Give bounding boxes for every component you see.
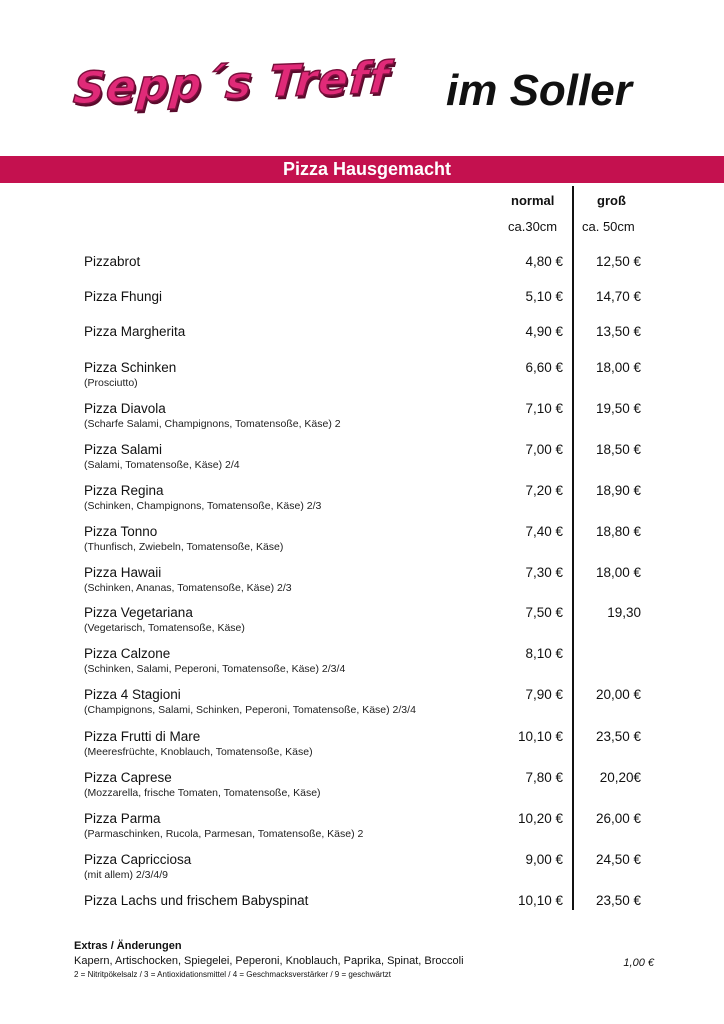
- menu-item-description: (Prosciutto): [84, 377, 138, 389]
- price-normal: 9,00 €: [525, 852, 563, 867]
- menu-item-description: (Schinken, Ananas, Tomatensoße, Käse) 2/3: [84, 582, 292, 594]
- restaurant-logo: Sepp´s Treff: [71, 52, 392, 115]
- price-gross: 18,80 €: [595, 524, 641, 539]
- menu-item-description: (Mozzarella, frische Tomaten, Tomatensoße, Käse): [84, 787, 321, 799]
- price-normal: 7,10 €: [525, 401, 563, 416]
- restaurant-subtitle: im Soller: [446, 66, 632, 115]
- price-normal: 7,30 €: [525, 565, 563, 580]
- menu-item-name: Pizza Hawaii: [84, 565, 162, 580]
- menu-item-name: Pizza Margherita: [84, 324, 186, 339]
- price-gross: 19,30: [607, 605, 641, 620]
- menu-item-description: (Parmaschinken, Rucola, Parmesan, Tomatensoße, Käse) 2: [84, 828, 364, 840]
- price-gross: 23,50 €: [595, 729, 641, 744]
- price-normal: 6,60 €: [525, 360, 563, 375]
- column-gross-size: ca. 50cm: [582, 219, 635, 234]
- menu-item-name: Pizza Caprese: [84, 770, 172, 785]
- menu-item-name: Pizza Parma: [84, 811, 161, 826]
- additives-footnote: 2 = Nitritpökelsalz / 3 = Antioxidationsmittel / 4 = Geschmacksverstärker / 9 = geschwärtzt: [74, 970, 392, 979]
- menu-item-name: Pizza Regina: [84, 483, 164, 498]
- menu-item-name: Pizza Lachs und frischem Babyspinat: [84, 893, 309, 908]
- price-normal: 4,80 €: [525, 254, 563, 269]
- menu-item-name: Pizza Salami: [84, 442, 163, 457]
- menu-item-name: Pizza Calzone: [84, 646, 171, 661]
- price-normal: 4,90 €: [525, 324, 563, 339]
- price-normal: 7,90 €: [525, 687, 563, 702]
- menu-item-name: Pizza Tonno: [84, 524, 158, 539]
- menu-item-description: (Meeresfrüchte, Knoblauch, Tomatensoße, Käse): [84, 746, 313, 758]
- menu-item-name: Pizza Vegetariana: [84, 605, 193, 620]
- menu-item-description: (Scharfe Salami, Champignons, Tomatensoße, Käse) 2: [84, 418, 341, 430]
- menu-item-name: Pizza Schinken: [84, 360, 177, 375]
- section-title: Pizza Hausgemacht: [282, 159, 452, 179]
- price-normal: 10,10 €: [517, 893, 563, 908]
- column-normal-label: normal: [511, 193, 555, 208]
- price-gross: 12,50 €: [595, 254, 641, 269]
- price-gross: 20,00 €: [595, 687, 641, 702]
- price-gross: 18,50 €: [595, 442, 641, 457]
- price-gross: 18,90 €: [595, 483, 641, 498]
- menu-item-description: (Champignons, Salami, Schinken, Peperoni, Tomatensoße, Käse) 2/3/4: [84, 704, 416, 716]
- column-gross-label: groß: [597, 193, 626, 208]
- price-normal: 7,00 €: [525, 442, 563, 457]
- price-gross: 19,50 €: [595, 401, 641, 416]
- extras-price: 1,00 €: [623, 957, 654, 969]
- price-gross: 24,50 €: [595, 852, 641, 867]
- menu-item-name: Pizza Fhungi: [84, 289, 163, 304]
- price-normal: 5,10 €: [525, 289, 563, 304]
- price-normal: 10,20 €: [517, 811, 563, 826]
- extras-list: Kapern, Artischocken, Spiegelei, Peperoni, Knoblauch, Paprika, Spinat, Broccoli: [74, 955, 464, 967]
- price-normal: 7,50 €: [525, 605, 563, 620]
- price-gross: 20,20€: [599, 770, 641, 785]
- price-gross: 26,00 €: [595, 811, 641, 826]
- section-banner: [0, 156, 724, 183]
- price-gross: 13,50 €: [595, 324, 641, 339]
- price-gross: 23,50 €: [595, 893, 641, 908]
- menu-item-description: (Schinken, Salami, Peperoni, Tomatensoße, Käse) 2/3/4: [84, 663, 346, 675]
- price-gross: 18,00 €: [595, 360, 641, 375]
- menu-item-description: (Salami, Tomatensoße, Käse) 2/4: [84, 459, 240, 471]
- extras-title: Extras / Änderungen: [74, 940, 182, 952]
- price-normal: 7,20 €: [525, 483, 563, 498]
- price-normal: 10,10 €: [517, 729, 563, 744]
- menu-item-name: Pizza Diavola: [84, 401, 166, 416]
- menu-item-name: Pizzabrot: [84, 254, 141, 269]
- menu-item-description: (Thunfisch, Zwiebeln, Tomatensoße, Käse): [84, 541, 284, 553]
- price-gross: 14,70 €: [595, 289, 641, 304]
- menu-item-description: (Schinken, Champignons, Tomatensoße, Käse) 2/3: [84, 500, 322, 512]
- price-normal: 7,80 €: [525, 770, 563, 785]
- price-gross: 18,00 €: [595, 565, 641, 580]
- price-normal: 7,40 €: [525, 524, 563, 539]
- column-normal-size: ca.30cm: [508, 219, 558, 234]
- menu-item-name: Pizza Frutti di Mare: [84, 729, 201, 744]
- menu-item-description: (Vegetarisch, Tomatensoße, Käse): [84, 622, 245, 634]
- price-normal: 8,10 €: [525, 646, 563, 661]
- menu-item-name: Pizza 4 Stagioni: [84, 687, 181, 702]
- column-divider: [572, 186, 574, 910]
- menu-item-name: Pizza Capricciosa: [84, 852, 192, 867]
- menu-item-description: (mit allem) 2/3/4/9: [84, 869, 169, 881]
